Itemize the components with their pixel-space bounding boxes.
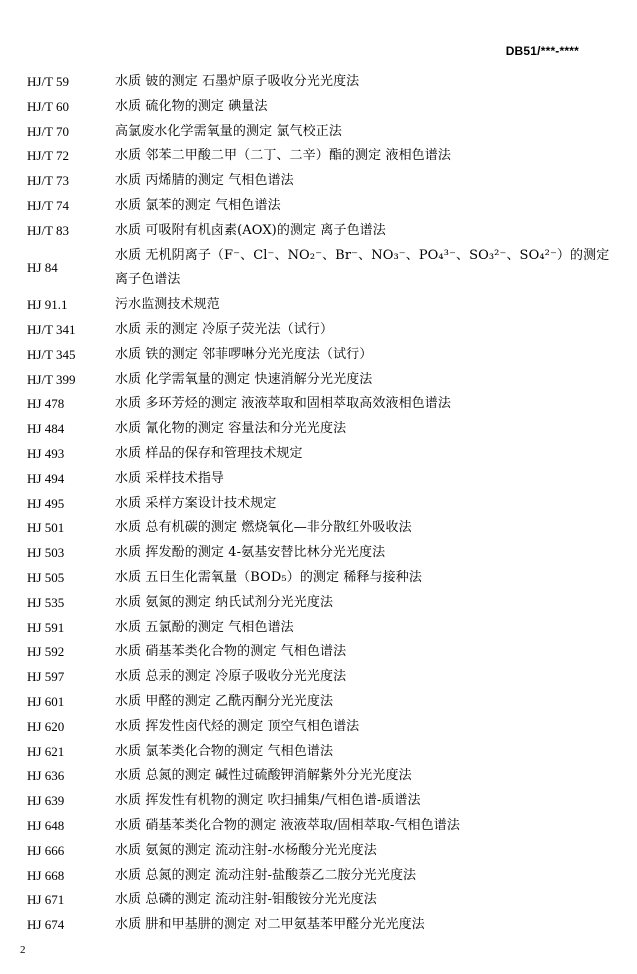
- standard-code: HJ/T 345: [27, 346, 76, 362]
- standard-code: HJ/T 74: [27, 197, 70, 213]
- standard-title: 水质 总磷的测定 流动注射-钼酸铵分光光度法: [115, 892, 377, 908]
- standard-title: 水质 甲醛的测定 乙酰丙酮分光光度法: [115, 693, 334, 709]
- standard-row: [27, 417, 619, 442]
- standard-title: 水质 氰化物的测定 容量法和分光光度法: [115, 421, 347, 437]
- standard-code: HJ/T 70: [27, 123, 70, 139]
- standard-row: [27, 244, 619, 294]
- standard-row: [27, 591, 619, 616]
- standard-code: HJ/T 73: [27, 173, 70, 189]
- standard-title: 水质 总氮的测定 碱性过硫酸钾消解紫外分光光度法: [115, 768, 412, 784]
- standard-code: HJ/T 72: [27, 148, 70, 164]
- standard-code: HJ 501: [27, 520, 65, 536]
- standard-title: 水质 丙烯腈的测定 气相色谱法: [115, 173, 294, 189]
- standard-row: [27, 715, 619, 740]
- standard-code: HJ 484: [27, 421, 65, 437]
- standard-code: HJ 478: [27, 396, 65, 412]
- standard-title: 水质 铍的测定 石墨炉原子吸收分光光度法: [115, 74, 360, 89]
- standard-title: 水质 无机阴离子（F⁻、Cl⁻、NO₂⁻、Br⁻、NO₃⁻、PO₄³⁻、SO₃²⁻、SO₄²⁻）的测定 离子色谱法: [115, 247, 610, 288]
- standard-code: HJ/T 60: [27, 98, 70, 114]
- standard-row: [27, 888, 619, 913]
- standards-list: [27, 70, 619, 938]
- standard-title: 水质 氨氮的测定 流动注射-水杨酸分光光度法: [115, 842, 377, 858]
- standard-title: 水质 五氯酚的测定 气相色谱法: [115, 619, 294, 635]
- standard-code: HJ 621: [27, 743, 65, 759]
- standard-row: [27, 318, 619, 343]
- standard-row: [27, 293, 619, 318]
- standard-row: [27, 640, 619, 665]
- standard-code: HJ 503: [27, 545, 65, 561]
- standard-code: HJ 493: [27, 445, 65, 461]
- standard-code: HJ/T 59: [27, 74, 70, 89]
- standard-title: 水质 汞的测定 冷原子荧光法（试行）: [115, 321, 334, 337]
- standard-row: [27, 690, 619, 715]
- document-code-header: DB51/***-****: [505, 44, 579, 58]
- standard-row: [27, 343, 619, 368]
- standard-row: [27, 492, 619, 517]
- standard-title: 水质 化学需氧量的测定 快速消解分光光度法: [115, 371, 373, 387]
- standard-title: 水质 挥发性卤代烃的测定 顶空气相色谱法: [115, 718, 360, 734]
- standard-row: [27, 789, 619, 814]
- standard-code: HJ 648: [27, 817, 65, 833]
- standard-row: [27, 219, 619, 244]
- standard-code: HJ 636: [27, 768, 65, 784]
- standard-code: HJ 91.1: [27, 297, 68, 313]
- standard-row: [27, 665, 619, 690]
- standard-row: [27, 913, 619, 938]
- page-number: 2: [20, 944, 26, 956]
- standard-title: 水质 氯苯的测定 气相色谱法: [115, 197, 281, 213]
- standard-code: HJ 674: [27, 917, 65, 933]
- standard-title: 水质 采样方案设计技术规定: [115, 495, 277, 511]
- standard-code: HJ/T 399: [27, 371, 76, 387]
- standard-row: [27, 194, 619, 219]
- standard-row: [27, 541, 619, 566]
- standard-code: HJ 639: [27, 793, 65, 809]
- standard-row: [27, 616, 619, 641]
- standard-title: 水质 硝基苯类化合物的测定 气相色谱法: [115, 644, 347, 660]
- standard-code: HJ 668: [27, 867, 65, 883]
- standard-code: HJ 535: [27, 594, 65, 610]
- standard-row: [27, 95, 619, 120]
- standard-title: 水质 硝基苯类化合物的测定 液液萃取/固相萃取-气相色谱法: [115, 817, 460, 833]
- standard-code: HJ 592: [27, 644, 65, 660]
- standard-title: 水质 五日生化需氧量（BOD₅）的测定 稀释与接种法: [115, 569, 422, 585]
- standard-row: [27, 467, 619, 492]
- standard-code: HJ 494: [27, 470, 65, 486]
- standard-code: HJ 666: [27, 842, 65, 858]
- standard-title: 水质 总有机碳的测定 燃烧氧化—非分散红外吸收法: [115, 520, 412, 536]
- standard-row: [27, 839, 619, 864]
- standard-code: HJ 620: [27, 718, 65, 734]
- standard-row: [27, 70, 619, 95]
- standard-title: 水质 可吸附有机卤素(AOX)的测定 离子色谱法: [115, 222, 386, 238]
- standard-row: [27, 392, 619, 417]
- standard-title: 水质 采样技术指导: [115, 470, 225, 486]
- standard-title: 水质 总汞的测定 冷原子吸收分光光度法: [115, 669, 347, 685]
- standard-title: 水质 氯苯类化合物的测定 气相色谱法: [115, 743, 334, 759]
- standard-title: 水质 样品的保存和管理技术规定: [115, 445, 303, 461]
- standard-code: HJ/T 83: [27, 222, 70, 238]
- standard-code: HJ 597: [27, 669, 65, 685]
- standard-code: HJ 601: [27, 693, 65, 709]
- standard-title: 水质 多环芳烃的测定 液液萃取和固相萃取高效液相色谱法: [115, 396, 451, 412]
- standard-row: [27, 764, 619, 789]
- standard-code: HJ/T 341: [27, 321, 76, 337]
- standard-row: [27, 169, 619, 194]
- standard-title: 水质 硫化物的测定 碘量法: [115, 98, 268, 114]
- standard-code: HJ 84: [27, 259, 58, 275]
- standard-row: [27, 516, 619, 541]
- standard-row: [27, 144, 619, 169]
- standard-code: HJ 505: [27, 569, 65, 585]
- standard-code: HJ 591: [27, 619, 65, 635]
- standard-code: HJ 671: [27, 892, 65, 908]
- standard-title: 水质 氨氮的测定 纳氏试剂分光光度法: [115, 594, 334, 610]
- standard-title: 水质 铁的测定 邻菲啰啉分光光度法（试行）: [115, 346, 373, 362]
- standard-row: [27, 814, 619, 839]
- standard-title: 污水监测技术规范: [115, 297, 220, 313]
- standard-title: 高氯废水化学需氧量的测定 氯气校正法: [115, 123, 342, 139]
- standard-row: [27, 566, 619, 591]
- standard-row: [27, 368, 619, 393]
- standard-row: [27, 740, 619, 765]
- standard-row: [27, 442, 619, 467]
- standard-title: 水质 挥发性有机物的测定 吹扫捕集/气相色谱-质谱法: [115, 793, 421, 809]
- standard-title: 水质 总氮的测定 流动注射-盐酸萘乙二胺分光光度法: [115, 867, 417, 883]
- standard-title: 水质 邻苯二甲酸二甲（二丁、二辛）酯的测定 液相色谱法: [115, 148, 451, 164]
- standard-title: 水质 挥发酚的测定 4-氨基安替比林分光光度法: [115, 545, 386, 561]
- standard-row: [27, 120, 619, 145]
- standard-code: HJ 495: [27, 495, 65, 511]
- standard-row: [27, 864, 619, 889]
- standard-title: 水质 肼和甲基肼的测定 对二甲氨基苯甲醛分光光度法: [115, 917, 425, 933]
